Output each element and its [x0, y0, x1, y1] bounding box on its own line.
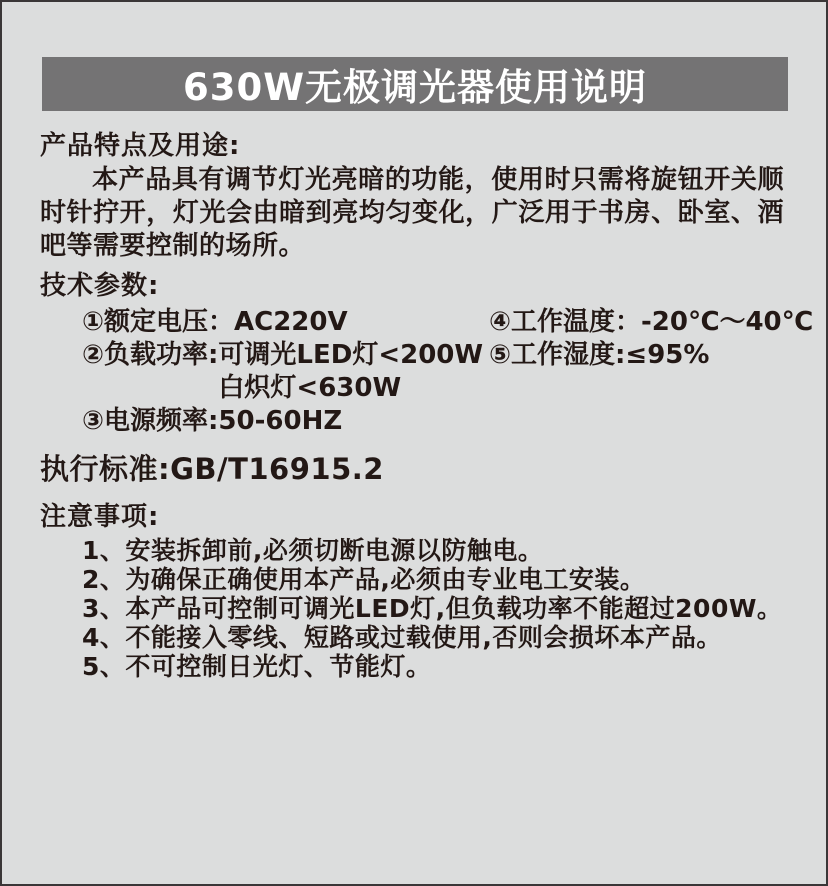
specs-heading: 技术参数: [40, 271, 160, 301]
spec-load-power-incandescent: 白炽灯<630W [218, 373, 402, 403]
features-heading: 产品特点及用途: [40, 131, 241, 161]
spec-load-power-label: ②负载功率: [82, 340, 219, 370]
spec-load-power [82, 339, 489, 405]
specs-column-left [82, 306, 489, 438]
content-area [2, 131, 826, 681]
spec-rated-voltage: ①额定电压：AC220V [82, 307, 348, 337]
spec-load-power-led: 可调光LED灯<200W [218, 340, 484, 370]
features-body-text: 本产品具有调节灯光亮暗的功能，使用时只需将旋钮开关顺时针拧开，灯光会由暗到亮均匀变化，广泛用于书房、卧室、酒吧等需要控制的场所。 [40, 165, 784, 261]
title-bar [42, 57, 788, 111]
notes-heading: 注意事项: [40, 502, 160, 532]
note-item-1: 1、安装拆卸前,必须切断电源以防触电。 [82, 536, 544, 565]
executive-standard: 执行标准:GB/T16915.2 [40, 452, 384, 486]
note-item-2: 2、为确保正确使用本产品,必须由专业电工安装。 [82, 565, 646, 594]
page-title: 630W无极调光器使用说明 [182, 66, 648, 109]
spec-working-temperature: ④工作温度：-20℃～40℃ [489, 307, 814, 337]
spec-working-humidity: ⑤工作湿度:≤95% [489, 340, 710, 370]
spec-power-frequency: ③电源频率:50-60HZ [82, 406, 343, 436]
notes-list [82, 536, 784, 681]
note-item-3: 3、本产品可控制可调光LED灯,但负载功率不能超过200W。 [82, 594, 783, 623]
specs-table [82, 306, 814, 438]
spec-load-power-values [218, 339, 483, 405]
note-item-4: 4、不能接入零线、短路或过载使用,否则会损坏本产品。 [82, 623, 722, 652]
note-item-5: 5、不可控制日光灯、节能灯。 [82, 652, 432, 681]
specs-column-right [489, 306, 813, 372]
